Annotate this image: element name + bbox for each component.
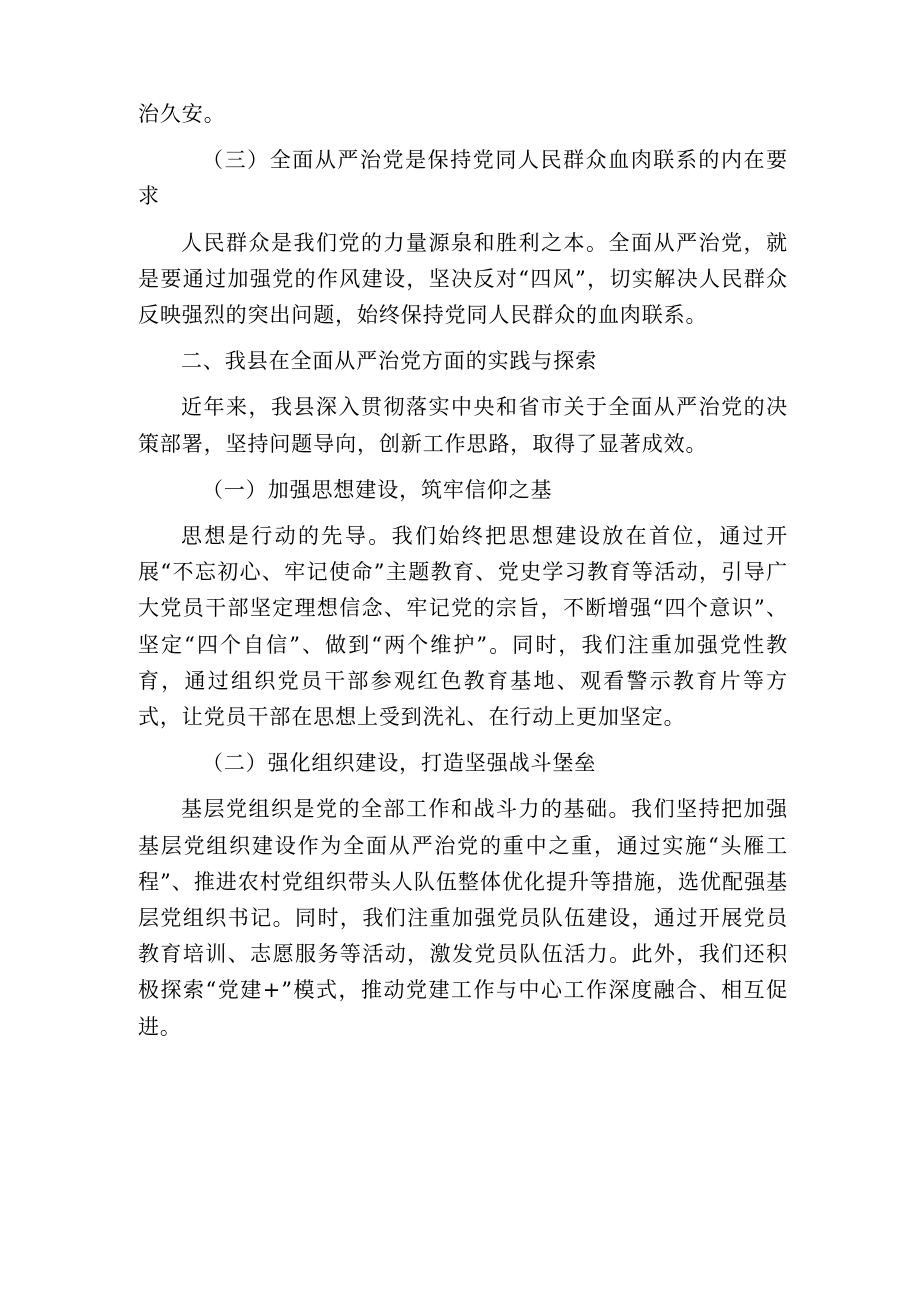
subheading-three: （三）全面从严治党是保持党同人民群众血肉联系的内在要求 — [138, 148, 788, 209]
paragraph-organization: 基层党组织是党的全部工作和战斗力的基础。我们坚持把加强基层党组织建设作为全面从严治党的重中之重，通过实施“头雁工程”、推进农村党组织带头人队伍整体优化提升等措施，选优配强基层党组织书记。同时，我们注重加强党员队伍建设，通过开展党员教育培训、志愿服务等活动，激发党员队伍活力。此外，我们还积极探索“党建+”模式，推动党建工作与中心工作深度融合、相互促进。 — [138, 797, 788, 1039]
paragraph-continuation: 治久安。 — [138, 102, 226, 126]
section-heading-two: 二、我县在全面从严治党方面的实践与探索 — [181, 349, 598, 374]
paragraph-recent-years: 近年来，我县深入贯彻落实中央和省市关于全面从严治党的决策部署，坚持问题导向，创新工作思路，取得了显著成效。 — [138, 395, 788, 456]
subheading-one: （一）加强思想建设，筑牢信仰之基 — [202, 477, 553, 502]
document-body — [138, 96, 788, 1045]
subheading-two: （二）强化组织建设，打造坚强战斗堡垒 — [202, 751, 597, 776]
paragraph-ideology: 思想是行动的先导。我们始终把思想建设放在首位，通过开展“不忘初心、牢记使命”主题教育、党史学习教育等活动，引导广大党员干部坚定理想信念、牢记党的宗旨，不断增强“四个意识”、坚定“四个自信”、做到“两个维护”。同时，我们注重加强党性教育，通过组织党员干部参观红色教育基地、观看警示教育片等方式，让党员干部在思想上受到洗礼、在行动上更加坚定。 — [138, 524, 788, 730]
paragraph-people: 人民群众是我们党的力量源泉和胜利之本。全面从严治党，就是要通过加强党的作风建设，坚决反对“四风”，切实解决人民群众反映强烈的突出问题，始终保持党同人民群众的血肉联系。 — [138, 230, 788, 328]
